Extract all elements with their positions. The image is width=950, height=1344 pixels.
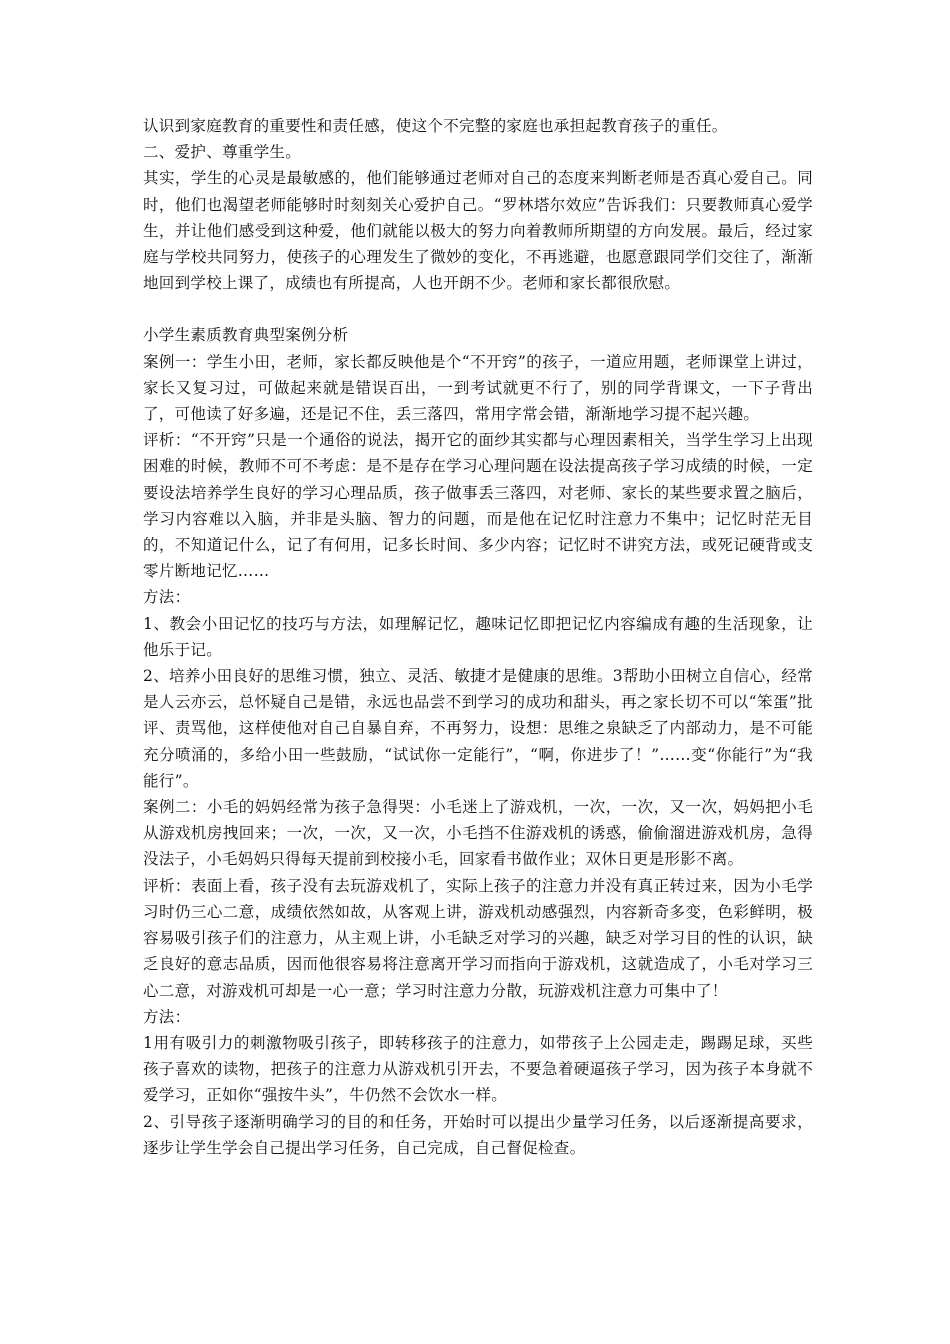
case-two-analysis: 评析：表面上看，孩子没有去玩游戏机了，实际上孩子的注意力并没有真正转过来，因为小毛学习时仍三心二意，成绩依然如故，从客观上讲，游戏机动感强烈，内容新奇多变，色彩鲜明，极容易吸引孩子们的注意力，从主观上讲，小毛缺乏对学习的兴趣，缺乏对学习目的性的认识，缺乏良好的意志品质，因而他很容易将注意离开学习而指向于游戏机，这就造成了，小毛对学习三心二意，对游戏机可却是一心一意；学习时注意力分散，玩游戏机注意力可集中了！ bbox=[143, 876, 813, 1000]
case-two-description: 案例二：小毛的妈妈经常为孩子急得哭：小毛迷上了游戏机，一次，一次，又一次，妈妈把小毛从游戏机房拽回来；一次，一次，又一次，小毛挡不住游戏机的诱惑，偷偷溜进游戏机房，急得没法子，小毛妈妈只得每天提前到校接小毛，回家看书做作业；双休日更是形影不离。 bbox=[143, 798, 813, 869]
case-one-analysis: 评析：“不开窍”只是一个通俗的说法，揭开它的面纱其实都与心理因素相关，当学生学习上出现困难的时候，教师不可不考虑：是不是存在学习心理问题在设法提高孩子学习成绩的时候，一定要设法培养学生良好的学习心理品质，孩子做事丢三落四，对老师、家长的某些要求置之脑后，学习内容难以入脑，并非是头脑、智力的问题，而是他在记忆时注意力不集中；记忆时茫无目的，不知道记什么，记了有何用，记多长时间、多少内容；记忆时不讲究方法，或死记硬背或支零片断地记忆…… bbox=[143, 431, 813, 581]
paragraph-family-responsibility: 认识到家庭教育的重要性和责任感，使这个不完整的家庭也承担起教育孩子的重任。 bbox=[143, 117, 728, 135]
article-title: 小学生素质教育典型案例分析 bbox=[143, 326, 349, 345]
case-two-method-1: 1用有吸引力的刺激物吸引孩子，即转移孩子的注意力，如带孩子上公园走走，踢踢足球，买些孩子喜欢的读物，把孩子的注意力从游戏机引开去，不要急着硬逼孩子学习，因为孩子本身就不爱学习，正如你“强按牛头”，牛仍然不会饮水一样。 bbox=[143, 1033, 813, 1105]
section-heading-care-respect: 二、爱护、尊重学生。 bbox=[143, 143, 302, 162]
document-page bbox=[143, 113, 813, 1161]
paragraph-students-sensitive: 其实，学生的心灵是最敏感的，他们能够通过老师对自己的态度来判断老师是否真心爱自己。同时，他们也渴望老师能够时时刻刻关心爱护自己。“罗林塔尔效应”告诉我们：只要教师真心爱学生，并让他们感受到这种爱，他们就能以极大的努力向着教师所期望的方向发展。最后，经过家庭与学校共同努力，使孩子的心理发生了微妙的变化，不再逃避，也愿意跟同学们交往了，渐渐地回到学校上课了，成绩也有所提高，人也开朗不少。老师和家长都很欣慰。 bbox=[143, 169, 813, 293]
case-one-method-2: 2、培养小田良好的思维习惯，独立、灵活、敏捷才是健康的思维。3帮助小田树立自信心，经常是人云亦云，总怀疑自己是错，永远也品尝不到学习的成功和甜头，再之家长切不可以“笨蛋”批评、责骂他，这样使他对自己自暴自弃，不再努力，设想：思维之泉缺乏了内部动力，是不可能充分喷涌的，多给小田一些鼓励，“试试你一定能行”，“啊，你进步了！”……变“你能行”为“我能行”。 bbox=[143, 667, 813, 790]
section-spacer bbox=[143, 296, 813, 322]
case-one-description: 案例一：学生小田，老师，家长都反映他是个“不开窍”的孩子，一道应用题，老师课堂上讲过，家长又复习过，可做起来就是错误百出，一到考试就更不行了，别的同学背课文，一下子背出了，可他读了好多遍，还是记不住，丢三落四，常用字常会错，渐渐地学习提不起兴趣。 bbox=[143, 352, 813, 424]
case-one-methods-label: 方法： bbox=[143, 588, 191, 607]
case-two-method-2: 2、引导孩子逐渐明确学习的目的和任务，开始时可以提出少量学习任务，以后逐渐提高要求，逐步让学生学会自己提出学习任务，自己完成，自己督促检查。 bbox=[143, 1112, 813, 1157]
case-two-methods-label: 方法： bbox=[143, 1007, 191, 1026]
case-one-method-1: 1、教会小田记忆的技巧与方法，如理解记忆，趣味记忆即把记忆内容编成有趣的生活现象，让他乐于记。 bbox=[143, 614, 813, 659]
